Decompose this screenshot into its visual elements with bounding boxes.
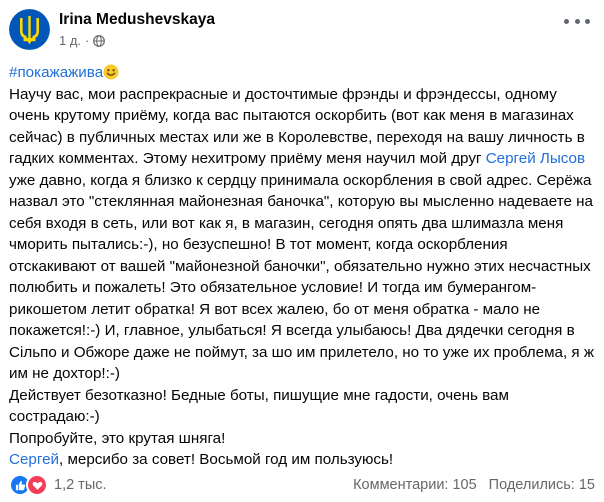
smiling-face-icon: [103, 64, 119, 80]
reactions-summary[interactable]: [9, 474, 107, 496]
mention-link[interactable]: Сергей Лысов: [485, 150, 586, 167]
heart-icon: [26, 474, 48, 496]
shares-count-link[interactable]: Поделились: 15: [488, 477, 595, 493]
post-paragraph: [9, 449, 597, 471]
post-text-segment: уже давно, когда я близко к сердцу принимала оскорбления в свой адрес. Серёжа назвал это "стеклянная майонезная баночка", которую вы мысленно надеваете на себя входя в сеть, или вот как я, в магазин, сегодня опять два шлимазла меня чморить пытались:-), но безуспешно! В тот момент, когда оскорбления отскакивают от вашей "майонезной баночки", обязательно нужно этих несчастных полюбить и пожалеть! Это обязательное условие! И тогда им бумерангом-рикошетом летит обратка! Я вот всех жалею, бо от меня обратка - мало не покажется!:-) И, главное, улыбаться! Я всегда улыбаюсь! Два дядечки сегодня в Сільпо и Обжоре даже не поймут, за шо им прилетело, но то уже их проблема, я ж им не дохтор!:-): [9, 171, 595, 382]
ellipsis-dot: [575, 19, 580, 24]
post-paragraph: Действует безотказно! Бедные боты, пишущие мне гадости, очень вам сострадаю:-): [9, 386, 509, 425]
post-text-segment: Научу вас, мои распрекрасные и досточтимые фрэнды и фрэндессы, одному очень крутому приёму, когда вас пытаются оскорбить (вот как меня в магазинах сейчас) в публичных местах или же в Королевстве, переходя на вашу личность в гадких комментах. Этому нехитрому приёму меня научил мой друг: [9, 85, 585, 167]
hashtag-link[interactable]: #покажажива: [9, 64, 104, 81]
reactions-count: 1,2 тыс.: [54, 477, 107, 493]
avatar[interactable]: [9, 9, 50, 50]
ellipsis-dot: [585, 19, 590, 24]
post-footer: [9, 474, 595, 496]
post-text: [9, 62, 597, 471]
post-text-segment: , мерсибо за совет! Восьмой год им пользуюсь!: [59, 451, 394, 468]
post-paragraph: [9, 62, 597, 84]
more-options-button[interactable]: [564, 14, 590, 28]
ellipsis-icon: [564, 19, 569, 24]
meta-separator: ·: [85, 33, 90, 48]
heart-glyph: [32, 480, 43, 491]
globe-icon[interactable]: [93, 35, 105, 47]
post-paragraph: Попробуйте, это крутая шняга!: [9, 429, 226, 447]
post-paragraph: [9, 84, 597, 385]
ukraine-trident-icon: [9, 9, 50, 50]
post-meta: [59, 33, 105, 48]
author-name[interactable]: Irina Medushevskaya: [59, 11, 215, 28]
post-time[interactable]: 1 д.: [59, 33, 82, 48]
comments-count-link[interactable]: Комментарии: 105: [353, 477, 477, 493]
mention-link[interactable]: Сергей: [9, 451, 59, 468]
post-stats: [353, 477, 595, 493]
thumbs-up-glyph: [15, 480, 26, 491]
